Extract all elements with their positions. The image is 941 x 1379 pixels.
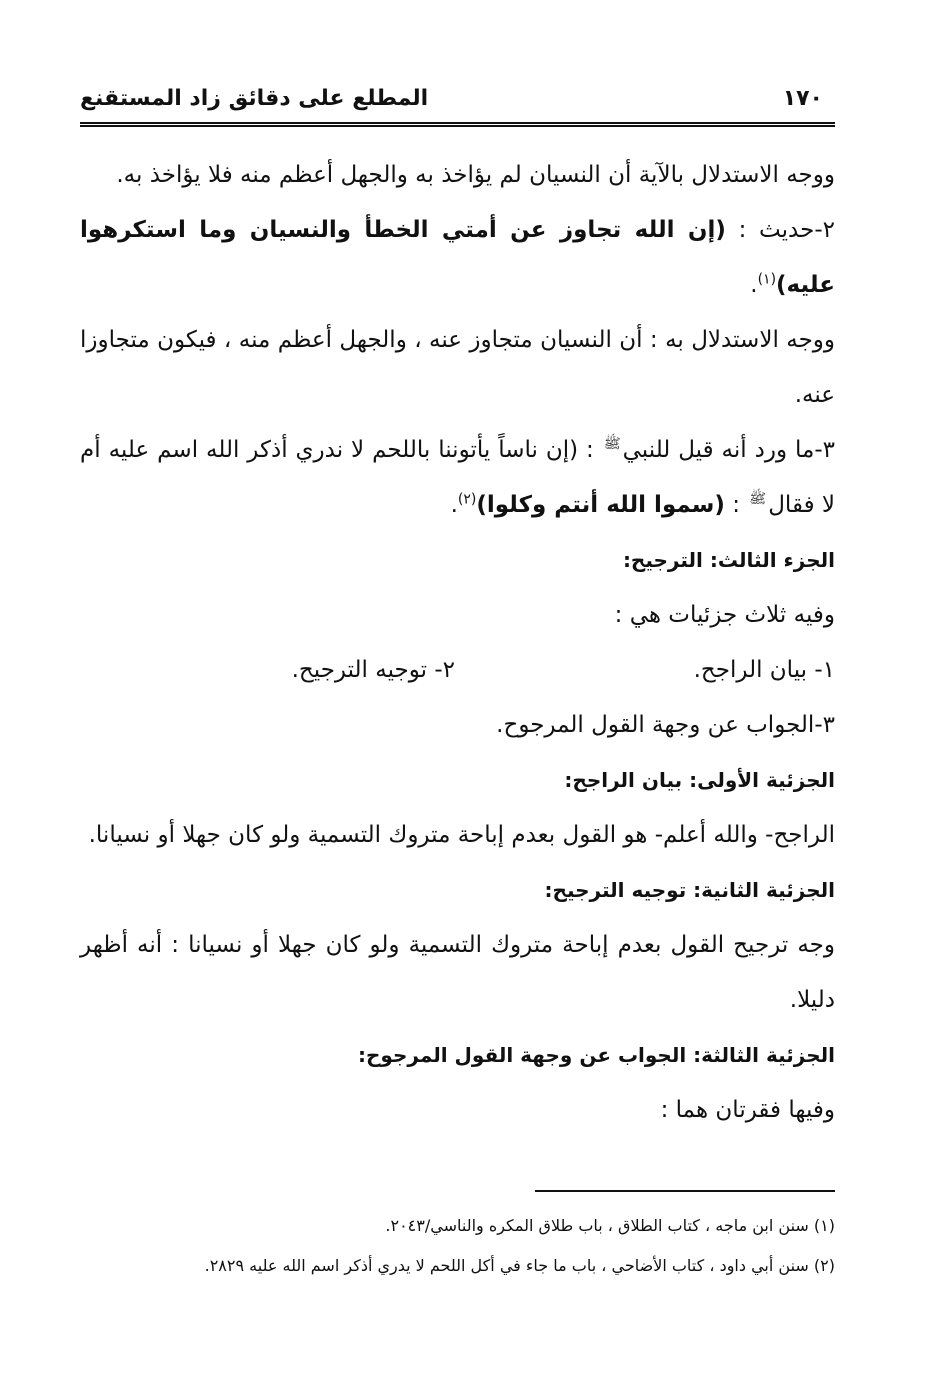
- hadith-text: (إن الله تجاوز عن أمتي الخطأ والنسيان وما استكرهوا عليه): [80, 217, 835, 298]
- book-page: [80, 70, 835, 1360]
- page-body: [80, 148, 835, 1138]
- paragraph-7: [80, 918, 835, 1028]
- subsection-heading-2: الجزئية الثانية: توجيه الترجيح:: [544, 878, 835, 902]
- paragraph-7-text: وجه ترجيح القول بعدم إباحة متروك التسمية ولو كان جهلا أو نسيانا : أنه أظهر دليلا.: [80, 932, 835, 1013]
- paragraph-3-text: ووجه الاستدلال به : أن النسيان متجاوز عنه ، والجهل أعظم منه ، فيكون متجاوزا عنه.: [80, 327, 835, 408]
- section-heading-tarjih: الجزء الثالث: الترجيح:: [622, 548, 835, 572]
- paragraph-5-text: وفيه ثلاث جزئيات هي :: [614, 602, 835, 628]
- paragraph-5: [80, 588, 835, 643]
- list-item-3-text: ٣-الجواب عن وجهة القول المرجوح.: [496, 712, 835, 738]
- list-item-1: ١- بيان الراجح.: [693, 657, 835, 683]
- footnote-ref-1: (١): [757, 271, 777, 288]
- paragraph-1: [80, 148, 835, 203]
- hadith-quote: (سموا الله أنتم وكلوا): [476, 492, 725, 518]
- running-title: المطلع على دقائق زاد المستقنع: [80, 86, 429, 111]
- subsection-heading-1: الجزئية الأولى: بيان الراجح:: [564, 768, 835, 792]
- list-item-3: [80, 698, 835, 753]
- paragraph-4-text-a: ٣-ما ورد أنه قيل للنبي: [622, 437, 835, 463]
- paragraph-3: [80, 313, 835, 423]
- page-header: [80, 82, 835, 127]
- footnote-divider: [535, 1190, 835, 1192]
- paragraph-1-text: ووجه الاستدلال بالآية أن النسيان لم يؤاخذ به والجهل أعظم منه فلا يؤاخذ به.: [116, 162, 835, 188]
- honorific-icon: ﷺ: [749, 491, 767, 508]
- subsection-heading-3: الجزئية الثالثة: الجواب عن وجهة القول المرجوح:: [358, 1043, 835, 1067]
- paragraph-4-text-c: :: [724, 492, 748, 518]
- list-item-2: ٢- توجيه الترجيح.: [291, 657, 455, 683]
- paragraph-4: [80, 423, 835, 533]
- page-number: ١٧٠: [782, 86, 823, 111]
- paragraph-6: [80, 808, 835, 863]
- paragraph-2-end: .: [750, 272, 758, 298]
- list-row: [80, 643, 835, 698]
- paragraph-6-text: الراجح- والله أعلم- هو القول بعدم إباحة متروك التسمية ولو كان جهلا أو نسيانا.: [88, 822, 835, 848]
- footnote-ref-2: (٢): [457, 491, 477, 508]
- paragraph-2: [80, 203, 835, 313]
- paragraph-8: [80, 1083, 835, 1138]
- honorific-icon: ﷺ: [603, 436, 621, 453]
- footnote-2: (٢) سنن أبي داود ، كتاب الأضاحي ، باب ما جاء في أكل اللحم لا يدري أذكر اسم الله عليه ٢٨٢٩.: [204, 1256, 835, 1275]
- paragraph-4-text-b: : (إن ناساً يأتوننا باللحم لا ندري أذكر الله اسم عليه أم لا فقال: [80, 437, 835, 518]
- paragraph-4-end: .: [450, 492, 458, 518]
- footnote-1: (١) سنن ابن ماجه ، كتاب الطلاق ، باب طلاق المكره والناسي/٢٠٤٣.: [385, 1216, 835, 1235]
- paragraph-8-text: وفيها فقرتان هما :: [660, 1097, 835, 1123]
- footnotes: [80, 1190, 835, 1286]
- hadith-intro: ٢-حديث :: [725, 217, 835, 243]
